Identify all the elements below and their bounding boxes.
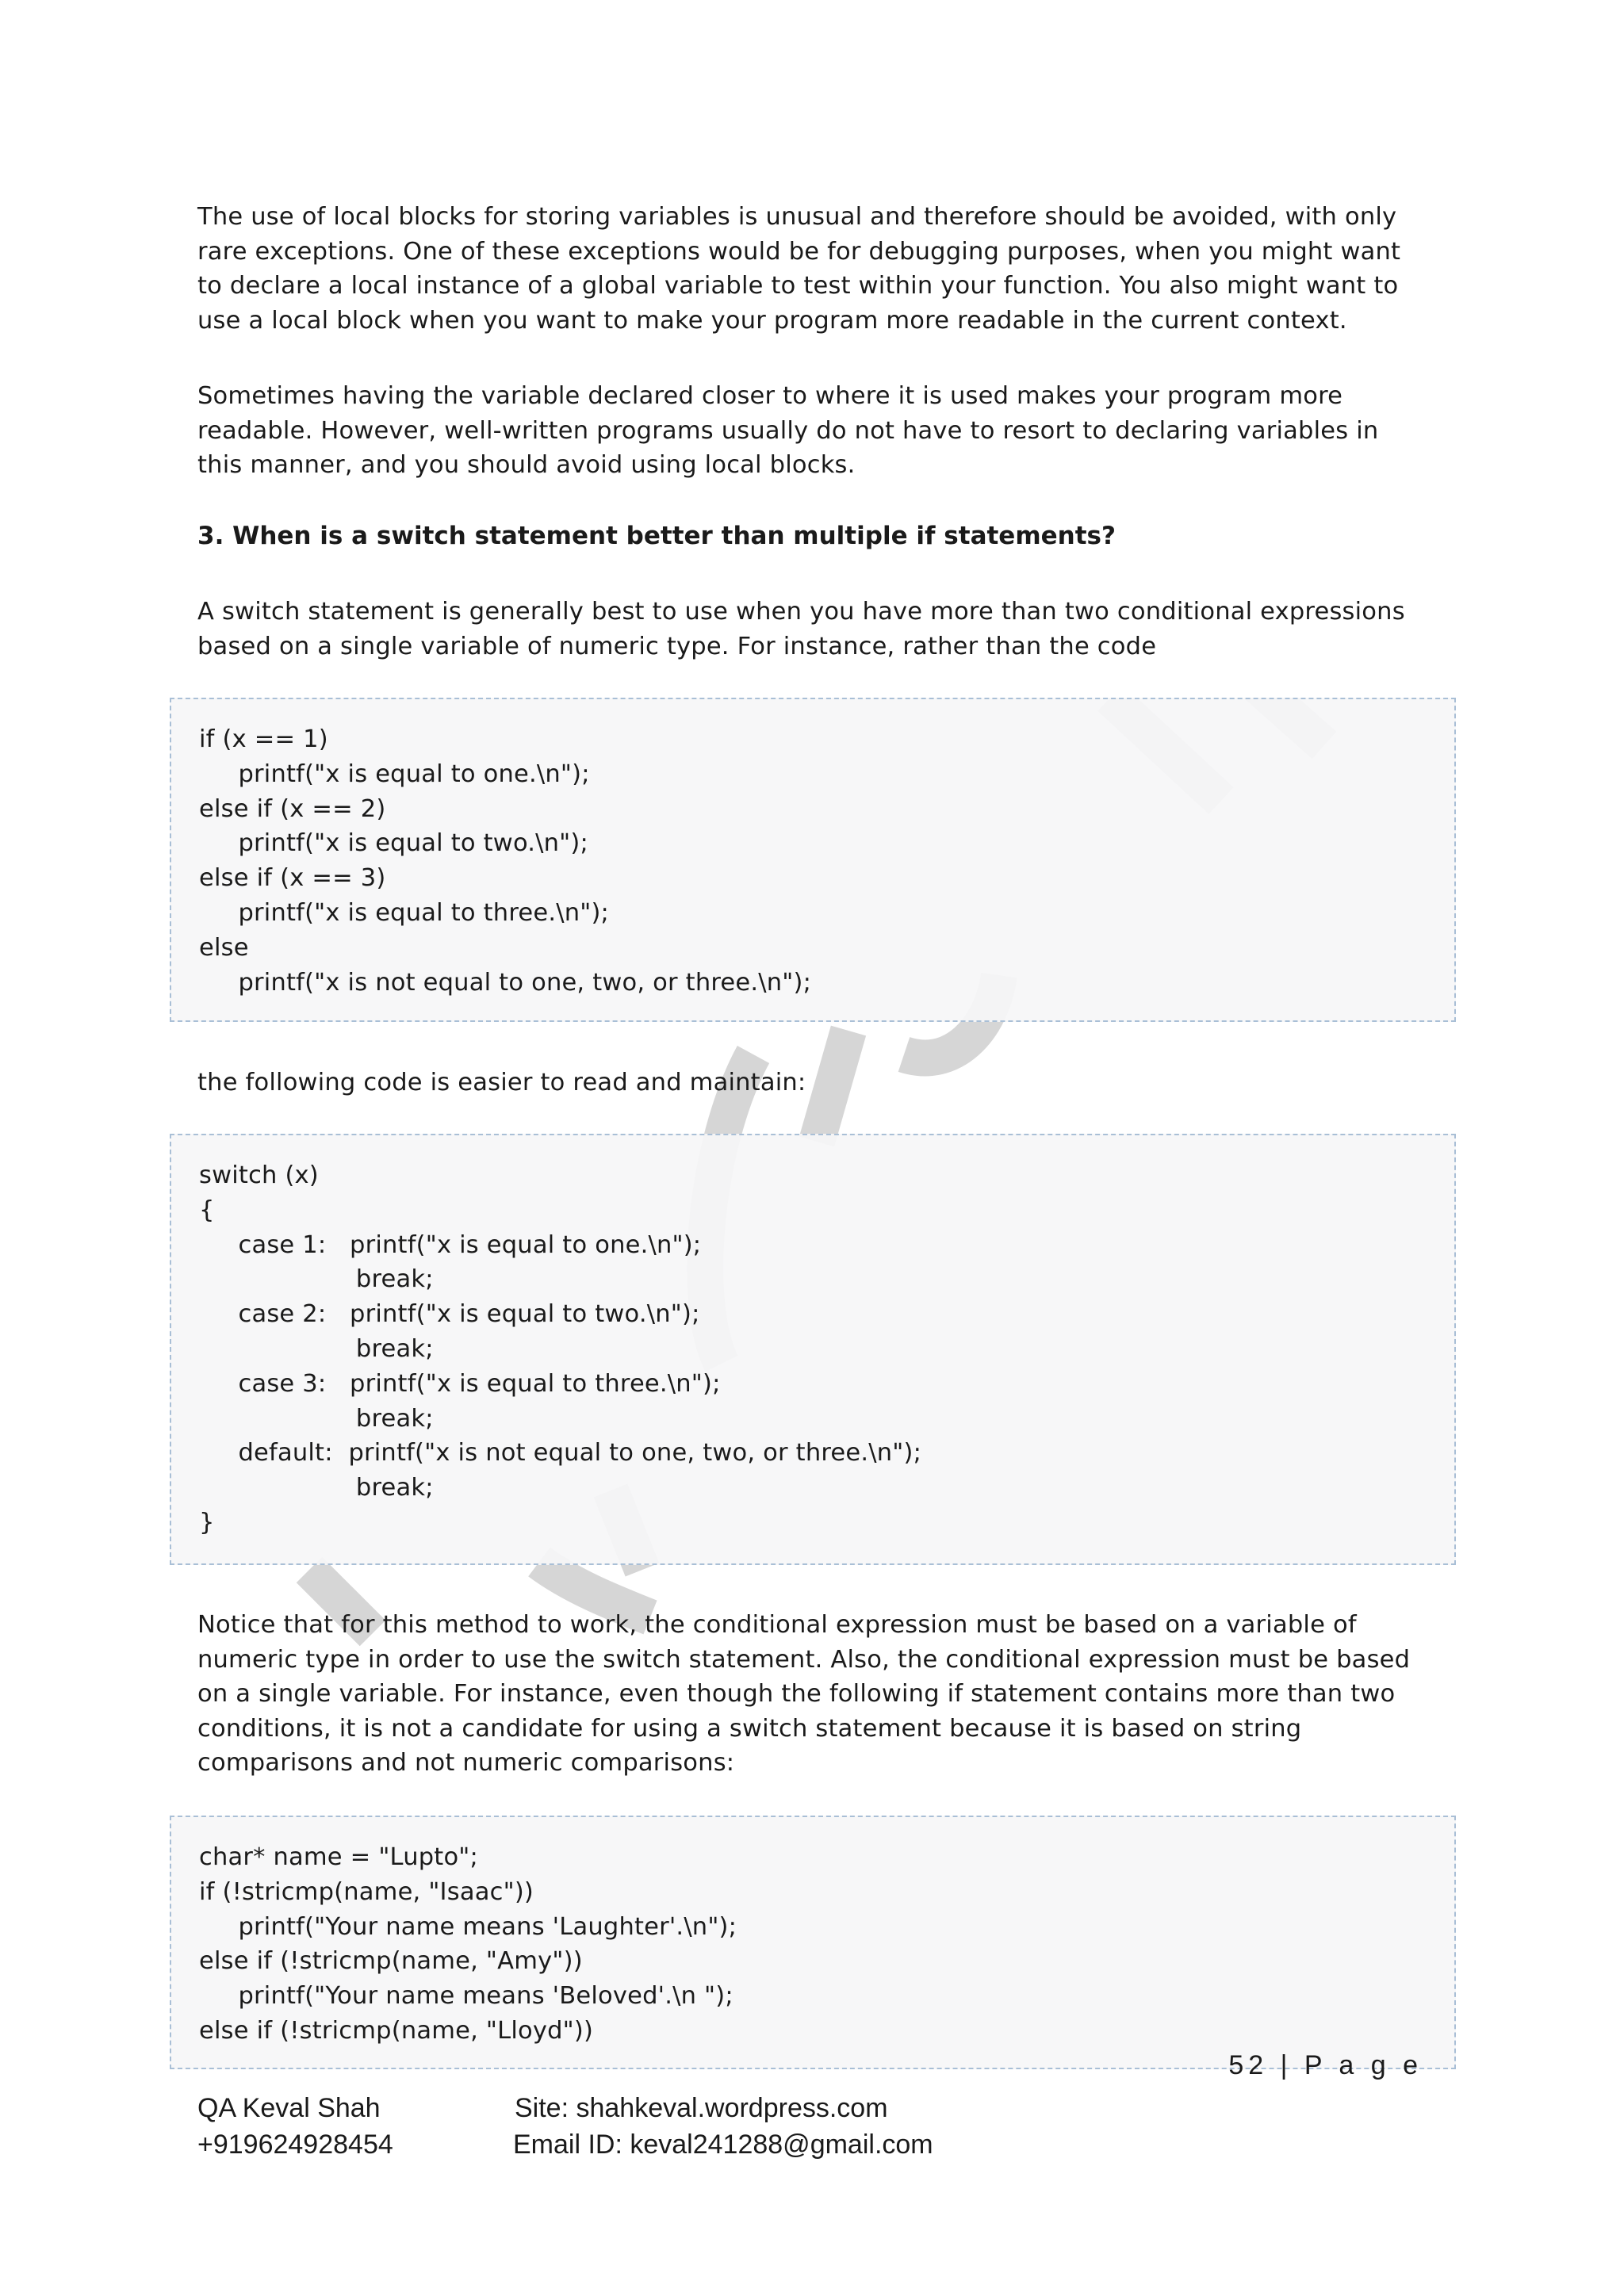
text-line: conditions, it is not a candidate for using a switch statement because it is based on string <box>197 1714 1302 1743</box>
paragraph-following-code <box>197 1066 1434 1100</box>
paragraph-switch-intro <box>197 595 1434 664</box>
code-line: if (x == 1) <box>199 725 328 753</box>
footer-phone: +919624928454 <box>197 2130 393 2160</box>
code-line: printf("x is equal to three.\n"); <box>199 898 610 927</box>
code-line: printf("x is equal to two.\n"); <box>199 829 588 858</box>
page-number: 52 | P a g e <box>1228 2050 1423 2080</box>
text-line: Notice that for this method to work, the conditional expression must be based on a variable of <box>197 1611 1357 1639</box>
code-line: printf("x is not equal to one, two, or three.\n"); <box>199 968 812 997</box>
code-line: case 2: printf("x is equal to two.\n"); <box>199 1300 700 1329</box>
text-line: this manner, and you should avoid using local blocks. <box>197 451 856 479</box>
code-line: switch (x) <box>199 1161 319 1189</box>
code-block-switch <box>170 1134 1456 1565</box>
code-line: } <box>199 1508 215 1536</box>
code-line: printf("Your name means 'Laughter'.\n"); <box>199 1912 737 1941</box>
code-line: { <box>199 1196 215 1224</box>
code-line: printf("Your name means 'Beloved'.\n "); <box>199 1982 733 2011</box>
code-line: case 1: printf("x is equal to one.\n"); <box>199 1230 702 1259</box>
paragraph-local-blocks <box>197 200 1434 338</box>
text-line: readable. However, well-written programs usually do not have to resort to declaring variables in <box>197 416 1379 445</box>
code-block-strings <box>170 1816 1456 2069</box>
code-line: else if (x == 2) <box>199 794 386 823</box>
code-line: break; <box>199 1474 434 1502</box>
footer-author: QA Keval Shah <box>197 2093 381 2123</box>
code-line: else if (x == 3) <box>199 864 386 893</box>
code-block-if <box>170 698 1456 1022</box>
section-heading: 3. When is a switch statement better than multiple if statements? <box>197 522 1116 550</box>
code-line: else if (!stricmp(name, "Lloyd")) <box>199 2016 594 2045</box>
code-line: if (!stricmp(name, "Isaac")) <box>199 1877 534 1906</box>
text-line: based on a single variable of numeric type. For instance, rather than the code <box>197 632 1157 660</box>
text-line: use a local block when you want to make your program more readable in the current context. <box>197 306 1347 335</box>
code-line: break; <box>199 1334 434 1363</box>
code-line: case 3: printf("x is equal to three.\n"); <box>199 1369 721 1398</box>
footer-email: Email ID: keval241288@gmail.com <box>513 2130 933 2160</box>
code-line: break; <box>199 1404 434 1433</box>
text-line: rare exceptions. One of these exceptions would be for debugging purposes, when you might want <box>197 237 1401 266</box>
text-line: The use of local blocks for storing variables is unusual and therefore should be avoided, with only <box>197 203 1397 231</box>
text-line: numeric type in order to use the switch statement. Also, the conditional expression must be based <box>197 1645 1411 1674</box>
code-line: else if (!stricmp(name, "Amy")) <box>199 1947 583 1976</box>
paragraph-readability <box>197 379 1434 483</box>
text-line: A switch statement is generally best to use when you have more than two conditional expressions <box>197 598 1405 626</box>
code-line: break; <box>199 1265 434 1294</box>
text-line: on a single variable. For instance, even though the following if statement contains more than two <box>197 1680 1396 1708</box>
footer-site: Site: shahkeval.wordpress.com <box>515 2093 888 2123</box>
text-line: the following code is easier to read and maintain: <box>197 1069 806 1096</box>
code-line: default: printf("x is not equal to one, two, or three.\n"); <box>199 1439 922 1468</box>
code-line: char* name = "Lupto"; <box>199 1843 479 1871</box>
code-line: printf("x is equal to one.\n"); <box>199 760 590 788</box>
text-line: to declare a local instance of a global variable to test within your function. You also might want to <box>197 272 1399 300</box>
text-line: Sometimes having the variable declared closer to where it is used makes your program more <box>197 382 1343 410</box>
code-line: else <box>199 933 249 962</box>
paragraph-notice <box>197 1608 1434 1781</box>
text-line: comparisons and not numeric comparisons: <box>197 1749 735 1777</box>
